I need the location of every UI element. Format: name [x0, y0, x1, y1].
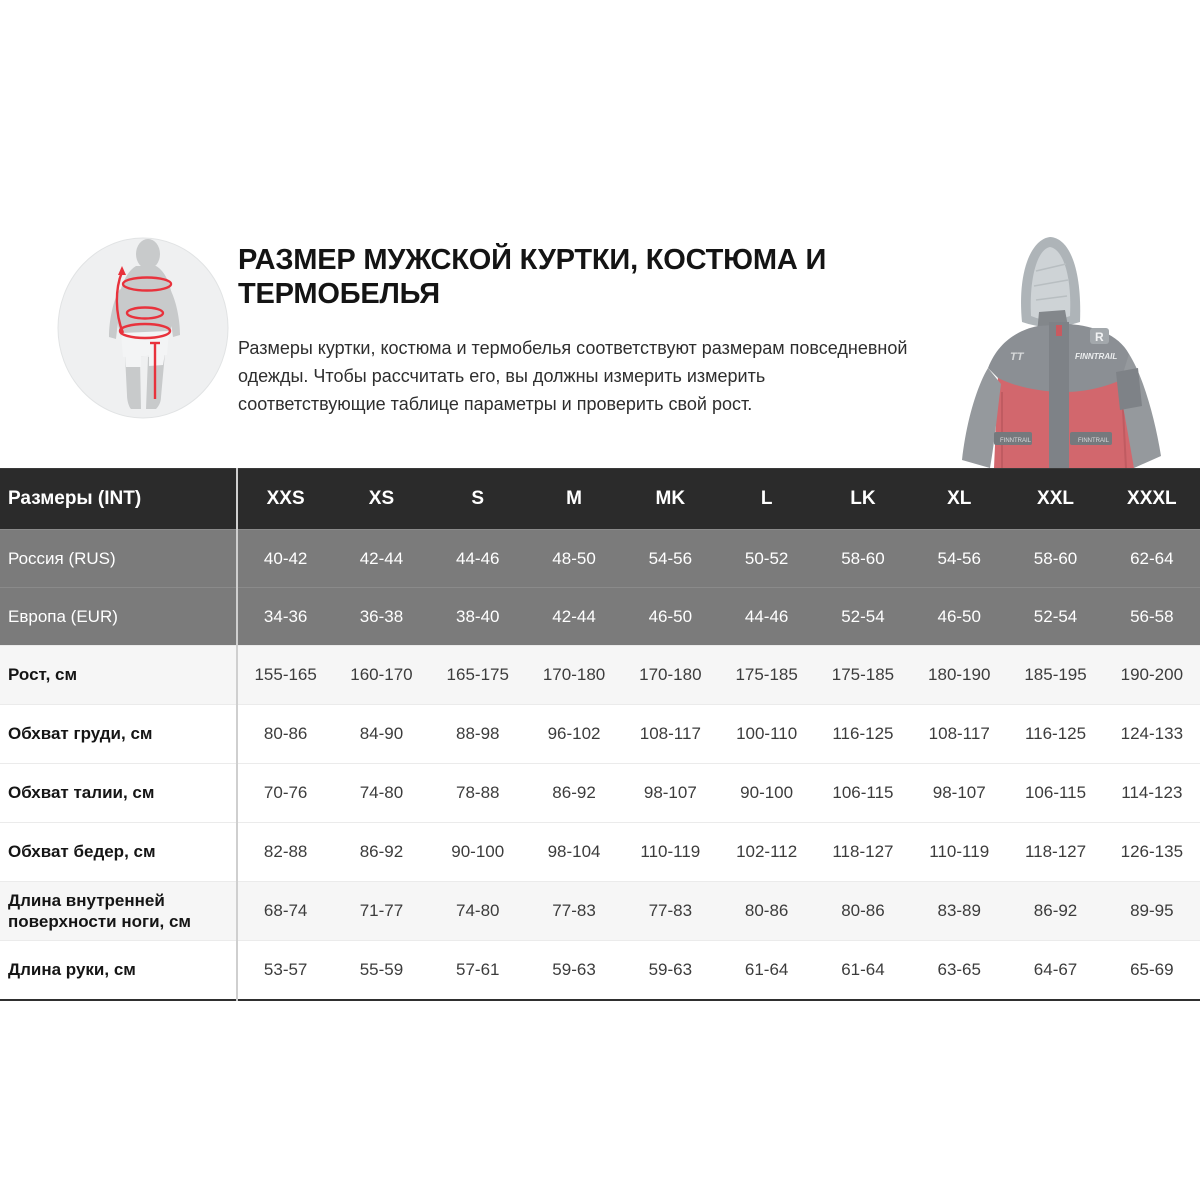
size-cell: 86-92	[333, 823, 429, 882]
header-size-cell: MK	[622, 469, 718, 530]
size-cell: 190-200	[1104, 646, 1200, 705]
size-cell: 116-125	[815, 705, 911, 764]
table-row	[0, 705, 1200, 764]
size-cell: 61-64	[718, 941, 814, 1001]
row-label: Обхват груди, см	[0, 705, 237, 764]
svg-text:R: R	[1095, 330, 1104, 344]
size-cell: 86-92	[1007, 882, 1103, 941]
size-cell: 70-76	[237, 764, 333, 823]
size-cell: 126-135	[1104, 823, 1200, 882]
size-cell: 102-112	[718, 823, 814, 882]
size-cell: 71-77	[333, 882, 429, 941]
size-cell: 50-52	[718, 530, 814, 588]
row-label: Обхват талии, см	[0, 764, 237, 823]
size-cell: 52-54	[1007, 588, 1103, 646]
size-cell: 65-69	[1104, 941, 1200, 1001]
size-table	[0, 468, 1200, 1001]
size-cell: 56-58	[1104, 588, 1200, 646]
table-row	[0, 764, 1200, 823]
size-cell: 58-60	[1007, 530, 1103, 588]
svg-text:FINNTRAIL: FINNTRAIL	[1078, 438, 1110, 444]
intro-section	[238, 243, 943, 418]
header-size-cell: XL	[911, 469, 1007, 530]
page-title: РАЗМЕР МУЖСКОЙ КУРТКИ, КОСТЮМА И ТЕРМОБЕЛЬЯ	[238, 244, 827, 311]
header-size-cell: LK	[815, 469, 911, 530]
svg-text:FINNTRAIL: FINNTRAIL	[1075, 352, 1118, 361]
svg-text:TT: TT	[1010, 351, 1024, 363]
table-row	[0, 941, 1200, 1001]
size-cell: 38-40	[430, 588, 526, 646]
size-cell: 64-67	[1007, 941, 1103, 1001]
size-cell: 98-107	[622, 764, 718, 823]
size-cell: 61-64	[815, 941, 911, 1001]
size-cell: 68-74	[237, 882, 333, 941]
size-cell: 58-60	[815, 530, 911, 588]
row-label: Длина внутренней поверхности ноги, см	[0, 882, 237, 941]
size-cell: 44-46	[718, 588, 814, 646]
table-row	[0, 882, 1200, 941]
size-cell: 108-117	[622, 705, 718, 764]
header-size-cell: M	[526, 469, 622, 530]
size-cell: 170-180	[622, 646, 718, 705]
body-measurement-icon	[57, 237, 229, 419]
size-cell: 165-175	[430, 646, 526, 705]
size-cell: 98-107	[911, 764, 1007, 823]
size-cell: 86-92	[526, 764, 622, 823]
size-cell: 180-190	[911, 646, 1007, 705]
size-cell: 57-61	[430, 941, 526, 1001]
table-row	[0, 530, 1200, 588]
size-cell: 106-115	[815, 764, 911, 823]
size-cell: 42-44	[333, 530, 429, 588]
size-table-body	[0, 530, 1200, 1001]
size-cell: 77-83	[622, 882, 718, 941]
size-cell: 82-88	[237, 823, 333, 882]
header-size-cell: XXXL	[1104, 469, 1200, 530]
size-cell: 44-46	[430, 530, 526, 588]
size-cell: 88-98	[430, 705, 526, 764]
size-cell: 53-57	[237, 941, 333, 1001]
size-cell: 160-170	[333, 646, 429, 705]
size-cell: 80-86	[237, 705, 333, 764]
header-size-cell: S	[430, 469, 526, 530]
size-cell: 74-80	[333, 764, 429, 823]
size-cell: 80-86	[718, 882, 814, 941]
size-cell: 78-88	[430, 764, 526, 823]
header-size-cell: XXL	[1007, 469, 1103, 530]
size-cell: 80-86	[815, 882, 911, 941]
size-table-header-row	[0, 469, 1200, 530]
size-cell: 54-56	[622, 530, 718, 588]
size-cell: 42-44	[526, 588, 622, 646]
size-cell: 48-50	[526, 530, 622, 588]
size-cell: 98-104	[526, 823, 622, 882]
size-cell: 116-125	[1007, 705, 1103, 764]
size-cell: 118-127	[1007, 823, 1103, 882]
size-cell: 100-110	[718, 705, 814, 764]
size-cell: 46-50	[911, 588, 1007, 646]
size-cell: 46-50	[622, 588, 718, 646]
table-row	[0, 646, 1200, 705]
header-size-cell: XS	[333, 469, 429, 530]
size-cell: 55-59	[333, 941, 429, 1001]
table-row	[0, 823, 1200, 882]
size-cell: 63-65	[911, 941, 1007, 1001]
intro-description: Размеры куртки, костюма и термобелья соответствуют размерам повседневной одежды. Чтобы рассчитать его, вы должны измерить измерить соответствующие таблице параметры и проверить свой рост.	[238, 338, 908, 414]
row-label: Длина руки, см	[0, 941, 237, 1001]
size-cell: 124-133	[1104, 705, 1200, 764]
size-cell: 89-95	[1104, 882, 1200, 941]
size-cell: 185-195	[1007, 646, 1103, 705]
header-size-cell: XXS	[237, 469, 333, 530]
size-cell: 62-64	[1104, 530, 1200, 588]
size-cell: 110-119	[911, 823, 1007, 882]
size-cell: 59-63	[622, 941, 718, 1001]
size-cell: 40-42	[237, 530, 333, 588]
size-cell: 54-56	[911, 530, 1007, 588]
row-label: Россия (RUS)	[0, 530, 237, 588]
size-cell: 175-185	[815, 646, 911, 705]
size-cell: 106-115	[1007, 764, 1103, 823]
size-cell: 77-83	[526, 882, 622, 941]
size-cell: 84-90	[333, 705, 429, 764]
size-cell: 34-36	[237, 588, 333, 646]
size-cell: 170-180	[526, 646, 622, 705]
size-cell: 175-185	[718, 646, 814, 705]
size-cell: 36-38	[333, 588, 429, 646]
size-cell: 90-100	[430, 823, 526, 882]
size-cell: 96-102	[526, 705, 622, 764]
row-label: Рост, см	[0, 646, 237, 705]
header-label-cell: Размеры (INT)	[0, 469, 237, 530]
row-label: Европа (EUR)	[0, 588, 237, 646]
size-cell: 59-63	[526, 941, 622, 1001]
size-cell: 155-165	[237, 646, 333, 705]
size-cell: 118-127	[815, 823, 911, 882]
table-row	[0, 588, 1200, 646]
size-cell: 90-100	[718, 764, 814, 823]
size-cell: 110-119	[622, 823, 718, 882]
svg-text:FINNTRAIL: FINNTRAIL	[1000, 438, 1032, 444]
size-cell: 52-54	[815, 588, 911, 646]
size-cell: 74-80	[430, 882, 526, 941]
size-cell: 83-89	[911, 882, 1007, 941]
size-cell: 114-123	[1104, 764, 1200, 823]
row-label: Обхват бедер, см	[0, 823, 237, 882]
jacket-photo	[928, 226, 1200, 468]
header-size-cell: L	[718, 469, 814, 530]
size-cell: 108-117	[911, 705, 1007, 764]
